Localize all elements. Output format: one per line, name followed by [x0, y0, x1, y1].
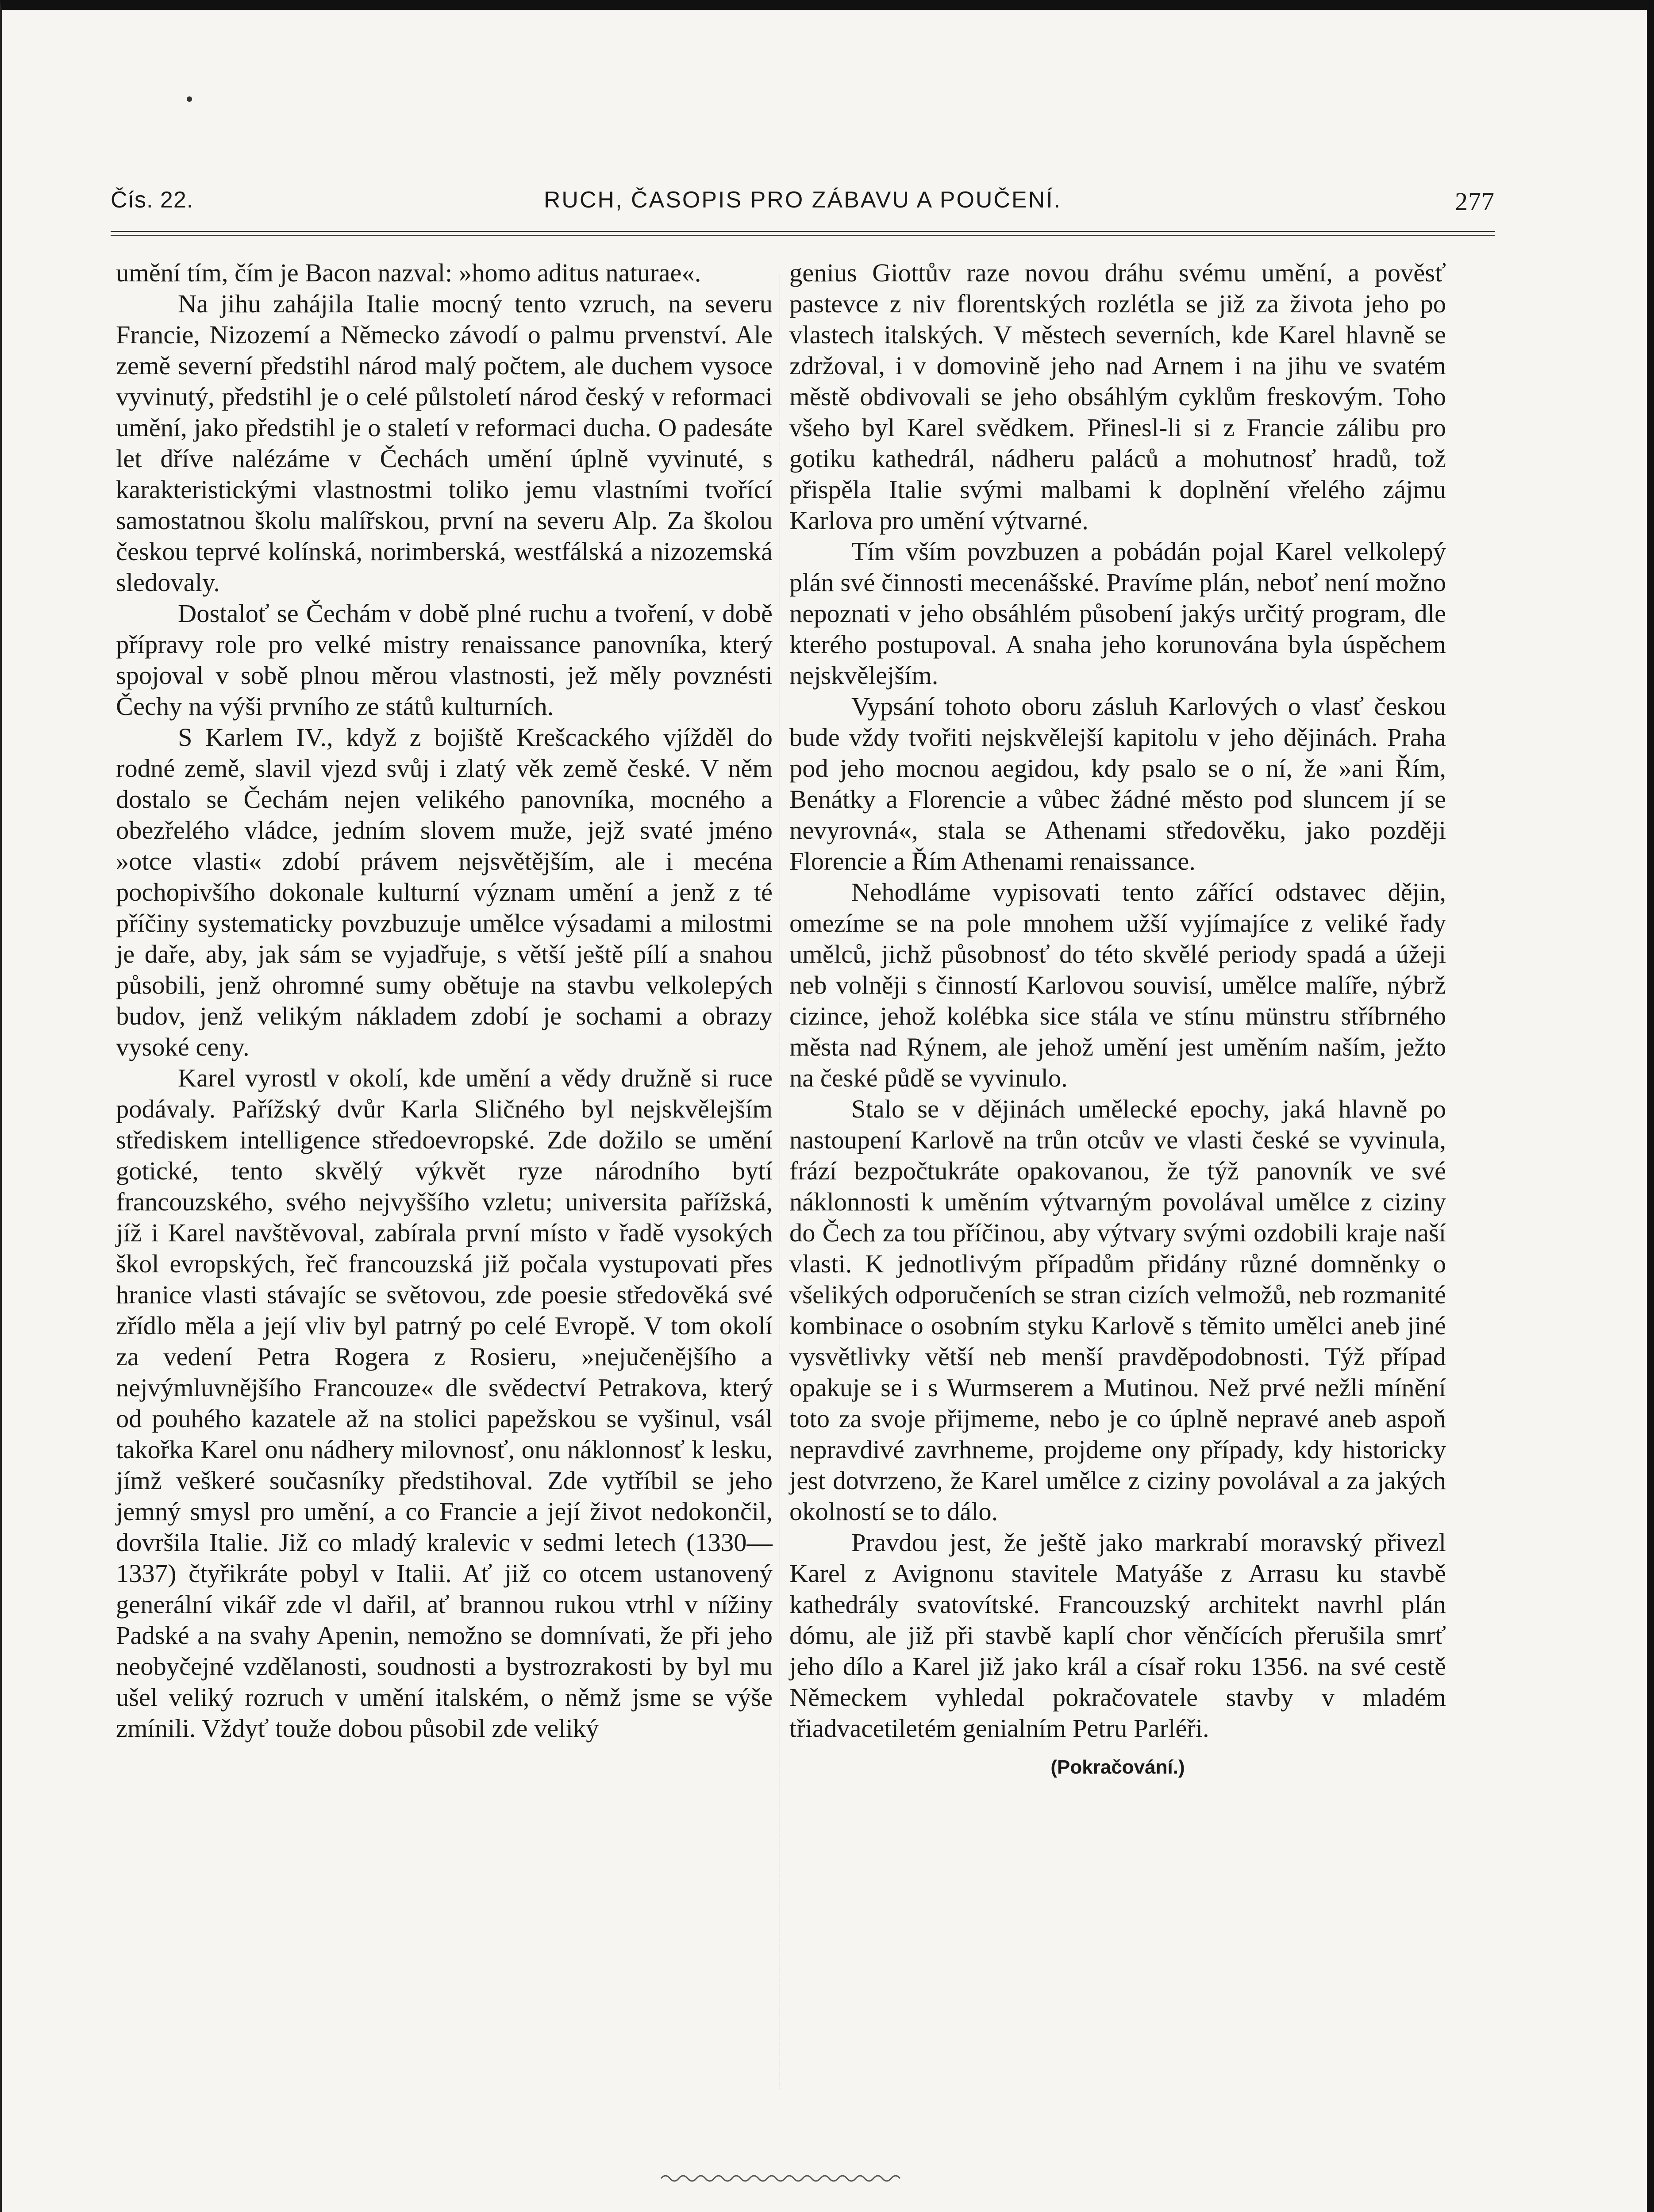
paragraph: Nehodláme vypisovati tento zářící odstavec dějin, omezíme se na pole mnohem užší vyjímajíce z veliké řady umělců, jichž působnosť do této skvělé periody spadá a úžeji neb volněji s činností Karlovou souvisí, umělce malíře, nýbrž cizince, jehož kolébka sice stála ve stínu münstru stříbrného města nad Rýnem, ale jehož umění jest uměním naším, ježto na české půdě se vyvinulo. [789, 878, 1446, 1092]
paragraph: Dostaloť se Čechám v době plné ruchu a tvoření, v době přípravy role pro velké mistry renaissance panovníka, který spojoval v sobě plnou měrou vlastnosti, jež měly povznésti Čechy na výši prvního ze států kulturních. [116, 599, 773, 721]
end-ornament [657, 2169, 904, 2186]
paragraph: Stalo se v dějinách umělecké epochy, jaká hlavně po nastoupení Karlově na trůn otcův ve vlasti české se vyvinula, frází bezpočtukráte opakovanou, že týž panovník ve své náklonnosti k uměním výtvarným povolával umělce z ciziny do Čech za tou příčinou, aby výtvary svými ozdobili kraje naší vlasti. K jednotlivým případům přidány různé domněnky o všelikých odporučeních se stran cizích velmožů, neb rozmanité kombinace o osobním styku Karlově s těmito umělci aneb jiné vysvětlivky větší neb menší pravděpodobnosti. Týž případ opakuje se i s Wurmserem a Mutinou. Než prvé nežli mínění toto za svoje přijmeme, nebo je co úplně nepravé aneb aspoň nepravdivé zavrhneme, projdeme ony případy, kdy historicky jest dotvrzeno, že Karel umělce z ciziny povolával a za jakých okolností se to dálo. [789, 1094, 1446, 1526]
paragraph: Tím vším povzbuzen a pobádán pojal Karel velkolepý plán své činnosti mecenášské. Pravíme plán, neboť není možno nepoznati v jeho obsáhlém působení jakýs určitý program, dle kterého postupoval. A snaha jeho korunována byla úspěchem nejskvělejším. [789, 537, 1446, 690]
header-rule [111, 231, 1495, 236]
journal-title: RUCH, ČASOPIS PRO ZÁBAVU A POUČENÍ. [543, 187, 1062, 213]
paragraph: Pravdou jest, že ještě jako markrabí moravský přivezl Karel z Avignonu stavitele Matyáše z Arrasu ku stavbě kathedrály svatovítské. Francouzský architekt navrhl plán dómu, ale již při stavbě kaplí chor věnčících přerušila smrť jeho dílo a Karel již jako král a císař roku 1356. na své cestě Německem vyhledal pokračovatele stavby v mladém třiadvacetiletém genialním Petru Parléři. [789, 1528, 1446, 1743]
paragraph: S Karlem IV., když z bojiště Krešcackého vjížděl do rodné země, slavil vjezd svůj i zlatý věk země české. V něm dostalo se Čechám nejen velikého panovníka, mocného a obezřelého vládce, jedním slovem muže, jejž svaté jméno »otce vlasti« zdobí právem nejsvětějším, ale i mecéna pochopivšího dokonale kulturní význam umění a jenž z té příčiny systematicky povzbuzuje umělce výsadami a milostmi je daře, aby, jak sám se vyjadřuje, s větší ještě pílí a snahou působili, jenž ohromné sumy obětuje na stavbu velkolepých budov, jenž velikým nákladem zdobí je sochami a obrazy vysoké ceny. [116, 723, 773, 1061]
issue-number: Čís. 22. [111, 187, 194, 213]
paragraph: Na jihu zahájila Italie mocný tento vzruch, na severu Francie, Nizozemí a Německo závodí o palmu prvenství. Ale země severní předstihl národ malý počtem, ale duchem vysoce vyvinutý, předstihl je o celé půlstoletí národ český v reformaci umění, jako předstihl je o staletí v reformaci ducha. O padesáte let dříve nalézáme v Čechách umění úplně vyvinuté, s karakteristickými vlastnostmi toliko jemu vlastními tvořící samostatnou školu malířskou, první na severu Alp. Za školou českou teprvé kolínská, norimberská, westfálská a nizozemská sledovaly. [116, 289, 773, 597]
page-number: 277 [1455, 187, 1495, 216]
paragraph: Karel vyrostl v okolí, kde umění a vědy družně si ruce podávaly. Pařížský dvůr Karla Sličného byl nejskvělejším střediskem intelligence středoevropské. Zde dožilo se umění gotické, tento skvělý výkvět ryze národního bytí francouzského, svého nejvyššího vzletu; universita pařížská, jíž i Karel navštěvoval, zabírala první místo v řadě vysokých škol evropských, řeč francouzská již počala vystupovati přes hranice vlasti stávajíc se světovou, zde poesie středověká své zřídlo měla a její vliv byl patrný po celé Evropě. V tom okolí za vedení Petra Rogera z Rosieru, »nejučenějšího a nejvýmluvnějšího Francouze« dle svědectví Petrakova, který od pouhého kazatele až na stolici papežskou se vyšinul, vsál takořka Karel onu nádhery milovnosť, onu náklonnosť k lesku, jímž veškeré současníky předstihoval. Zde vytříbil se jeho jemný smysl pro umění, a co Francie a její život nedokončil, dovršila Italie. Již co mladý kralevic v sedmi letech (1330—1337) čtyřikráte pobyl v Italii. Ať již co otcem ustanovený generální vikář zde vl dařil, ať brannou rukou vtrhl v nížiny Padské a na svahy Apenin, nemožno se domnívati, že při jeho neobyčejné vzdělanosti, soudnosti a bystrozrakosti by byl mu ušel veliký rozruch v umění italském, o němž jsme se výše zmínili. Vždyť touže dobou působil zde veliký [116, 1064, 773, 1743]
paragraph: umění tím, čím je Bacon nazval: »homo aditus naturae«. [116, 258, 701, 287]
paragraph: genius Giottův raze novou dráhu svému umění, a pověsť pastevce z niv florentských rozlétla se již za života jeho po vlastech italských. V městech severních, kde Karel hlavně se zdržoval, i v domovině jeho nad Arnem i na jihu ve svatém městě obdivovali se jeho obsáhlým cyklům freskovým. Toho všeho byl Karel svědkem. Přinesl-li si z Francie zálibu pro gotiku kathedrál, nádheru paláců a mohutnosť hradů, tož přispěla Italie svými malbami k doplnění vřelého zájmu Karlova pro umění výtvarné. [789, 258, 1446, 535]
column-gutter [779, 275, 780, 2089]
running-header [111, 187, 1495, 222]
right-column [789, 257, 1446, 1783]
paragraph: Vypsání tohoto oboru zásluh Karlových o vlasť českou bude vždy tvořiti nejskvělejší kapitolu v jeho dějinách. Praha pod jeho mocnou aegidou, kdy psalo se o ní, že »ani Řím, Benátky a Florencie a vůbec žádné město pod sluncem jí se nevyrovná«, stala se Athenami středověku, jako později Florencie a Řím Athenami renaissance. [789, 692, 1446, 876]
print-speck [187, 96, 192, 102]
continuation-note: (Pokračování.) [1050, 1756, 1185, 1778]
left-column [116, 257, 773, 1744]
